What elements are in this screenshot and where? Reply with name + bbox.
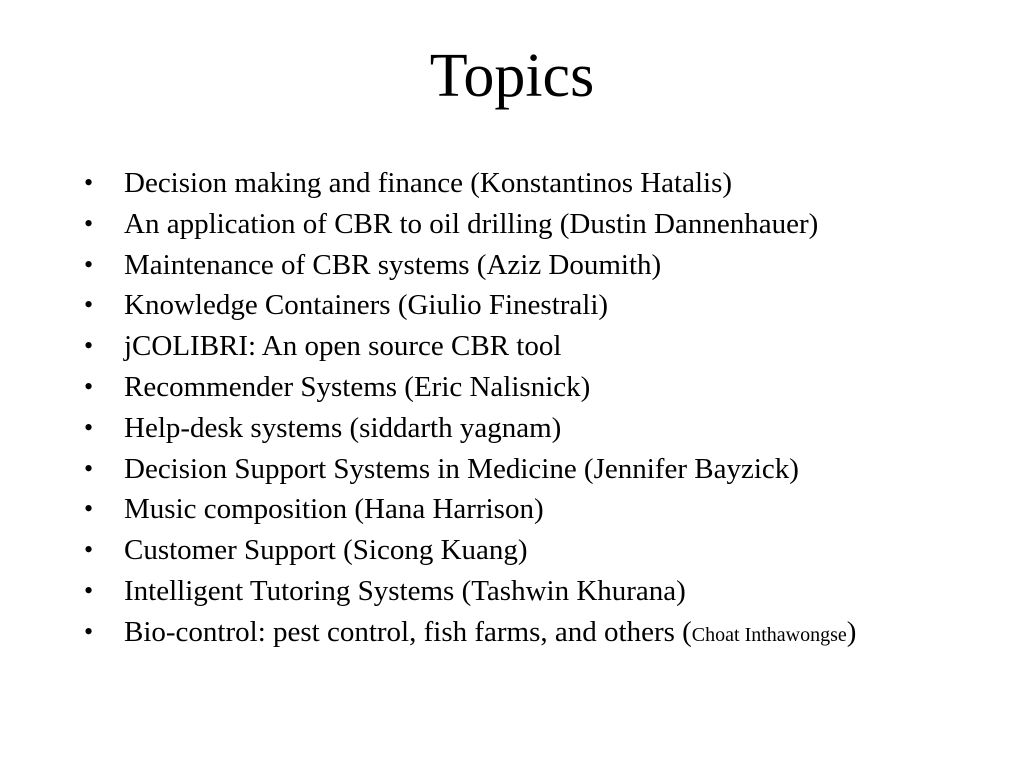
bullet-icon: • xyxy=(84,290,94,320)
bullet-icon: • xyxy=(84,616,94,646)
list-item xyxy=(84,449,856,490)
slide-title: Topics xyxy=(429,42,595,110)
bullet-icon: • xyxy=(84,208,94,238)
bullet-icon: • xyxy=(84,494,94,524)
topic-text: Maintenance of CBR systems (Aziz Doumith) xyxy=(124,248,662,281)
bullet-icon: • xyxy=(84,412,94,442)
list-item xyxy=(84,367,856,408)
topic-text: jCOLIBRI: An open source CBR tool xyxy=(124,330,562,363)
topic-text-main: Bio-control: pest control, fish farms, and others ( xyxy=(124,615,692,648)
presenter-name: Choat Inthawongse xyxy=(691,623,847,646)
list-item xyxy=(84,204,856,245)
list-item xyxy=(84,245,856,286)
list-item xyxy=(84,408,856,449)
topic-text: Help-desk systems (siddarth yagnam) xyxy=(124,411,562,444)
list-item xyxy=(84,285,856,326)
topic-text: Music composition (Hana Harrison) xyxy=(124,493,544,526)
topic-text: Intelligent Tutoring Systems (Tashwin Khurana) xyxy=(124,574,686,607)
list-item xyxy=(84,489,856,530)
topic-text: Decision making and finance (Konstantinos Hatalis) xyxy=(124,167,733,199)
list-item xyxy=(84,163,856,204)
topic-text: Decision Support Systems in Medicine (Jennifer Bayzick) xyxy=(124,452,799,485)
bullet-icon: • xyxy=(84,453,94,483)
topic-text: Recommender Systems (Eric Nalisnick) xyxy=(124,370,591,403)
bullet-icon: • xyxy=(84,535,94,565)
topic-text: Knowledge Containers (Giulio Finestrali) xyxy=(124,289,609,322)
list-item xyxy=(84,530,856,571)
bullet-icon: • xyxy=(84,331,94,361)
bullet-icon: • xyxy=(84,168,94,197)
topic-text xyxy=(124,616,856,648)
topic-text-close: ) xyxy=(846,615,857,648)
topic-text: Customer Support (Sicong Kuang) xyxy=(124,534,528,567)
topic-text: An application of CBR to oil drilling (Dustin Dannenhauer) xyxy=(124,207,819,240)
bullet-icon: • xyxy=(84,575,94,605)
list-item xyxy=(84,612,856,653)
bullet-icon: • xyxy=(84,371,94,401)
list-item xyxy=(84,571,856,612)
bullet-icon: • xyxy=(84,249,94,279)
list-item xyxy=(84,326,856,367)
topic-list xyxy=(84,163,856,653)
